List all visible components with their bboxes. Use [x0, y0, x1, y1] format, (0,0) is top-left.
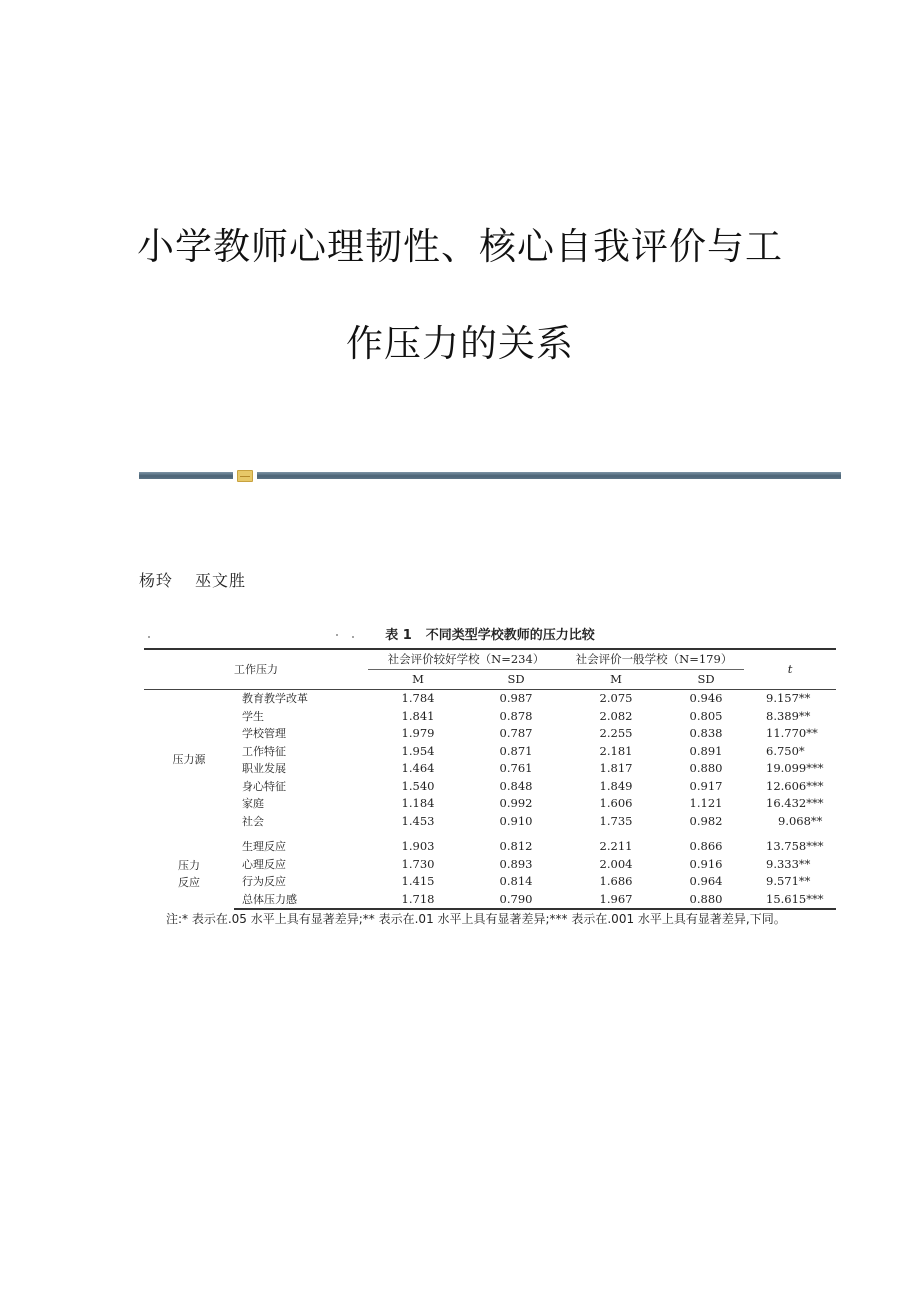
pressure-comparison-table: [144, 648, 836, 910]
header-sd: SD: [468, 670, 564, 690]
author-name: 巫文胜: [195, 571, 247, 590]
row-item: 职业发展: [242, 762, 286, 775]
cell-sd2: 0.964: [689, 874, 723, 888]
header-m: M: [564, 670, 668, 690]
cell-sd1: 0.987: [499, 691, 533, 705]
row-item: 工作特征: [242, 744, 286, 758]
cell-t: 9.157**: [766, 691, 811, 705]
cell-m2: 2.082: [599, 708, 633, 723]
cell-sd1: 0.871: [499, 743, 533, 758]
cell-sd1: 0.893: [499, 856, 533, 871]
cell-m1: 1.453: [401, 813, 435, 828]
cell-m1: 1.730: [401, 856, 435, 871]
cell-m2: 2.255: [599, 726, 633, 740]
row-item: 学生: [242, 709, 264, 723]
cell-sd2: 0.946: [689, 691, 723, 705]
row-item: 生理反应: [242, 840, 286, 853]
header-group-average: 社会评价一般学校（N=179）: [564, 649, 744, 670]
section-gap: [144, 830, 836, 838]
table-row: [144, 813, 836, 831]
title-divider: [139, 470, 841, 482]
cell-m2: 1.735: [599, 813, 633, 828]
cell-m1: 1.784: [401, 691, 435, 705]
cell-m2: 1.849: [599, 778, 633, 793]
cell-sd1: 0.812: [499, 839, 533, 853]
cell-m1: 1.415: [401, 874, 435, 888]
header-t: t: [744, 649, 836, 690]
row-item: 学校管理: [242, 727, 286, 740]
divider-bar-right: [257, 472, 841, 479]
cell-sd2: 0.891: [689, 743, 723, 758]
cell-m1: 1.841: [401, 708, 435, 723]
cell-m1: 1.184: [401, 796, 435, 810]
author-list: [139, 568, 246, 591]
table-row: [144, 708, 836, 726]
cell-sd1: 0.878: [499, 708, 533, 723]
divider-bar-left: [139, 472, 233, 479]
table-row: [144, 891, 836, 910]
section-label-stressors: 压力源: [172, 753, 206, 767]
cell-m1: 1.718: [368, 891, 468, 910]
table-row: [144, 743, 836, 761]
header-sd: SD: [668, 670, 744, 690]
row-item: 心理反应: [242, 857, 286, 871]
cell-sd1: 0.814: [499, 874, 533, 888]
header-group-good: 社会评价较好学校（N=234）: [368, 649, 564, 670]
section-label-line: 反应: [178, 875, 200, 889]
cell-sd2: 0.917: [689, 778, 723, 793]
cell-m2: 2.075: [599, 691, 633, 705]
row-item: 总体压力感: [234, 891, 368, 910]
cell-t: 8.389**: [766, 708, 811, 723]
header-m: M: [368, 670, 468, 690]
table-row: [144, 838, 836, 856]
cell-sd2: 0.866: [689, 839, 723, 853]
cell-sd1: 0.787: [499, 726, 533, 740]
cell-sd2: 1.121: [689, 796, 723, 810]
cell-sd2: 0.805: [689, 708, 723, 723]
cell-m1: 1.979: [401, 726, 435, 740]
cell-sd1: 0.910: [499, 813, 533, 828]
cell-m2: 2.211: [599, 839, 633, 853]
table-row: [144, 725, 836, 743]
cell-t: 16.432***: [766, 796, 824, 810]
row-item: 身心特征: [242, 779, 286, 793]
cell-t: 6.750*: [766, 743, 805, 758]
row-item: 行为反应: [242, 875, 286, 888]
envelope-icon: [237, 470, 253, 482]
author-name: 杨玲: [139, 571, 174, 590]
cell-sd1: 0.761: [499, 761, 533, 775]
paper-title-line-2: 作压力的关系: [346, 322, 574, 365]
table-row: [144, 778, 836, 796]
cell-sd1: 0.790: [468, 891, 564, 910]
cell-t: 11.770**: [766, 726, 818, 740]
cell-t: 9.571**: [766, 874, 811, 888]
table-header-row: [144, 649, 836, 670]
table-caption-text: 不同类型学校教师的压力比较: [425, 628, 595, 643]
cell-m1: 1.903: [401, 839, 435, 853]
header-work-pressure: 工作压力: [144, 649, 368, 690]
table-row: [144, 760, 836, 778]
table-caption: [140, 624, 840, 643]
cell-m2: 1.967: [564, 891, 668, 910]
row-item: 家庭: [242, 797, 264, 810]
cell-t: 9.333**: [766, 856, 811, 871]
cell-m2: 2.181: [599, 743, 633, 758]
cell-m1: 1.464: [401, 761, 435, 775]
cell-sd2: 0.880: [668, 891, 744, 910]
section-label-reactions: [144, 838, 234, 909]
cell-sd2: 0.916: [689, 856, 723, 871]
cell-m1: 1.954: [401, 743, 435, 758]
row-item: 社会: [242, 814, 264, 828]
cell-m2: 1.817: [599, 761, 633, 775]
cell-m2: 1.686: [599, 874, 633, 888]
cell-t: 15.615***: [744, 891, 836, 910]
cell-sd2: 0.880: [689, 761, 723, 775]
table-row: [144, 795, 836, 813]
cell-t: 9.068**: [778, 813, 823, 828]
cell-sd2: 0.982: [689, 813, 723, 828]
section-label-line: 压力: [178, 858, 200, 872]
table-caption-label: 表 1: [385, 628, 412, 643]
cell-t: 19.099***: [766, 761, 824, 775]
cell-t: 12.606***: [766, 778, 824, 793]
cell-m1: 1.540: [401, 778, 435, 793]
cell-m2: 2.004: [599, 856, 633, 871]
cell-sd1: 0.848: [499, 778, 533, 793]
paper-title-line-1: 小学教师心理韧性、核心自我评价与工: [137, 225, 783, 268]
cell-m2: 1.606: [599, 796, 633, 810]
table-row: [144, 856, 836, 874]
table-footnote: 注:* 表示在.05 水平上具有显著差异;** 表示在.01 水平上具有显著差异;*** 表示在.001 水平上具有显著差异,下同。: [166, 912, 786, 926]
table-figure: [140, 618, 840, 938]
cell-t: 13.758***: [766, 839, 824, 853]
table-row: [144, 873, 836, 891]
cell-sd2: 0.838: [689, 726, 723, 740]
row-item: 教育教学改革: [242, 692, 308, 705]
table-row: [144, 690, 836, 708]
cell-sd1: 0.992: [499, 796, 533, 810]
